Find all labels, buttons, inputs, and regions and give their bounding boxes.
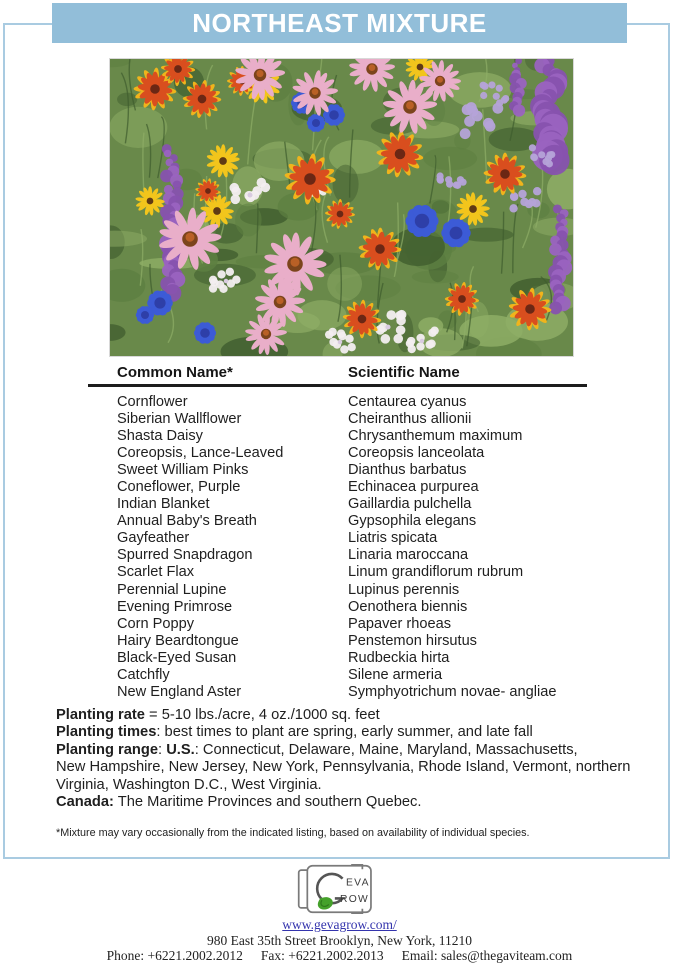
scientific-name-cell: Cheiranthus allionii — [348, 411, 587, 428]
scientific-name-cell: Papaver rhoeas — [348, 616, 587, 633]
common-name-cell: Hairy Beardtongue — [117, 633, 348, 650]
scientific-name-cell: Lupinus perennis — [348, 582, 587, 599]
website-link[interactable]: www.gevagrow.com/ — [282, 917, 396, 933]
planting-info — [56, 707, 646, 811]
common-name-cell: Gayfeather — [117, 530, 348, 547]
scientific-name-cell: Coreopsis lanceolata — [348, 445, 587, 462]
disclaimer: *Mixture may vary occasionally from the indicated listing, based on availability of individual species. — [56, 827, 530, 839]
species-row — [117, 547, 587, 564]
email-text: Email: sales@thegaviteam.com — [402, 948, 573, 963]
species-row — [117, 394, 587, 411]
species-row — [117, 530, 587, 547]
phone-text: Phone: +6221.2002.2012 — [107, 948, 243, 963]
common-name-cell: Cornflower — [117, 394, 348, 411]
species-row — [117, 445, 587, 462]
species-row — [117, 411, 587, 428]
scientific-name-cell: Oenothera biennis — [348, 599, 587, 616]
scientific-name-cell: Centaurea cyanus — [348, 394, 587, 411]
planting-canada-label: Canada: — [56, 794, 114, 810]
planting-range-us-label: U.S. — [166, 742, 195, 758]
planting-rate-label: Planting rate — [56, 707, 145, 723]
header-band — [52, 3, 627, 43]
scientific-name-cell: Linaria maroccana — [348, 547, 587, 564]
common-name-cell: Catchfly — [117, 667, 348, 684]
scientific-name-cell: Chrysanthemum maximum — [348, 428, 587, 445]
common-name-cell: Coneflower, Purple — [117, 479, 348, 496]
species-row — [117, 462, 587, 479]
species-row — [117, 564, 587, 581]
species-row — [117, 667, 587, 684]
species-table-body — [88, 394, 587, 702]
scientific-name-cell: Symphyotrichum novae- angliae — [348, 684, 587, 701]
planting-range-label: Planting range — [56, 742, 158, 758]
scientific-name-cell: Gypsophila elegans — [348, 513, 587, 530]
common-name-cell: Shasta Daisy — [117, 428, 348, 445]
column-header-scientific-name: Scientific Name — [348, 364, 587, 382]
species-row — [117, 599, 587, 616]
logo-line1: EVA — [346, 878, 370, 889]
wildflower-photo — [110, 59, 573, 356]
species-row — [117, 633, 587, 650]
species-row — [117, 513, 587, 530]
common-name-cell: Spurred Snapdragon — [117, 547, 348, 564]
scientific-name-cell: Penstemon hirsutus — [348, 633, 587, 650]
planting-times-label: Planting times — [56, 724, 156, 740]
species-row — [117, 684, 587, 701]
planting-range-line2: New Hampshire, New Jersey, New York, Pennsylvania, Rhode Island, Vermont, northern — [56, 759, 646, 776]
scientific-name-cell: Echinacea purpurea — [348, 479, 587, 496]
common-name-cell: Corn Poppy — [117, 616, 348, 633]
scientific-name-cell: Rudbeckia hirta — [348, 650, 587, 667]
scientific-name-cell: Dianthus barbatus — [348, 462, 587, 479]
common-name-cell: Perennial Lupine — [117, 582, 348, 599]
table-header-rule — [88, 384, 587, 387]
common-name-cell: Scarlet Flax — [117, 564, 348, 581]
species-row — [117, 616, 587, 633]
planting-times-line: Planting times: best times to plant are spring, early summer, and late fall — [56, 724, 646, 741]
common-name-cell: Evening Primrose — [117, 599, 348, 616]
species-row — [117, 582, 587, 599]
planting-range-line3: Virginia, Washington D.C., West Virginia. — [56, 777, 646, 794]
scientific-name-cell: Silene armeria — [348, 667, 587, 684]
species-table-header — [88, 364, 587, 382]
species-row — [117, 428, 587, 445]
species-row — [117, 479, 587, 496]
fax-text: Fax: +6221.2002.2013 — [261, 948, 384, 963]
logo-line2: ROW — [340, 894, 369, 905]
species-row — [117, 496, 587, 513]
footer — [0, 864, 679, 963]
common-name-cell: Siberian Wallflower — [117, 411, 348, 428]
species-table — [88, 364, 587, 701]
scientific-name-cell: Liatris spicata — [348, 530, 587, 547]
common-name-cell: Sweet William Pinks — [117, 462, 348, 479]
address-line: 980 East 35th Street Brooklyn, New York, 11210 — [0, 934, 679, 949]
common-name-cell: Black-Eyed Susan — [117, 650, 348, 667]
column-header-common-name: Common Name* — [117, 364, 348, 382]
common-name-cell: Indian Blanket — [117, 496, 348, 513]
species-row — [117, 650, 587, 667]
scientific-name-cell: Gaillardia pulchella — [348, 496, 587, 513]
gevagrow-logo — [297, 864, 383, 914]
planting-canada-line: Canada: The Maritime Provinces and southern Quebec. — [56, 794, 646, 811]
common-name-cell: Annual Baby's Breath — [117, 513, 348, 530]
common-name-cell: Coreopsis, Lance-Leaved — [117, 445, 348, 462]
planting-range-line: Planting range: U.S.: Connecticut, Delaware, Maine, Maryland, Massachusetts, — [56, 742, 646, 759]
page-title: NORTHEAST MIXTURE — [192, 8, 487, 39]
common-name-cell: New England Aster — [117, 684, 348, 701]
scientific-name-cell: Linum grandiflorum rubrum — [348, 564, 587, 581]
planting-rate-line: Planting rate = 5-10 lbs./acre, 4 oz./1000 sq. feet — [56, 707, 646, 724]
